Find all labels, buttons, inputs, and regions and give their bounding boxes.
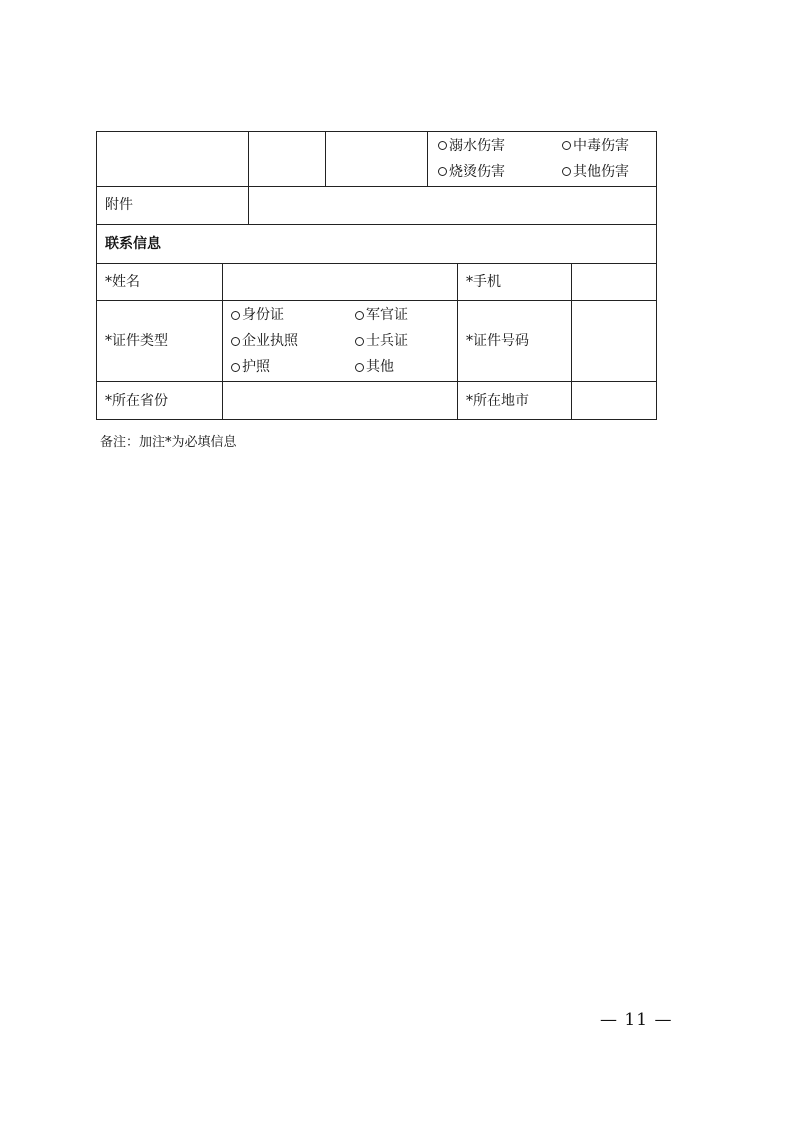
empty-cell xyxy=(97,132,249,186)
province-field[interactable] xyxy=(223,382,458,420)
page-number: — 11 — xyxy=(600,1010,673,1030)
city-label: *所在地市 xyxy=(458,382,572,420)
contact-section-title: 联系信息 xyxy=(97,224,657,263)
phone-label: *手机 xyxy=(458,264,572,301)
radio-circle-icon[interactable] xyxy=(231,311,240,320)
location-row xyxy=(97,382,657,420)
id-type-row xyxy=(97,301,657,382)
attachment-row xyxy=(97,186,657,224)
radio-option-other-id[interactable]: 其他 xyxy=(355,358,457,376)
empty-cell xyxy=(249,132,326,186)
id-number-field[interactable] xyxy=(572,301,657,382)
radio-option-passport[interactable]: 护照 xyxy=(231,358,355,376)
radio-circle-icon[interactable] xyxy=(562,141,571,150)
injury-radio-group xyxy=(438,137,656,181)
province-label: *所在省份 xyxy=(97,382,223,420)
attachment-label: 附件 xyxy=(97,186,249,224)
injury-options-cell xyxy=(428,132,657,186)
name-field[interactable] xyxy=(223,264,458,301)
radio-circle-icon[interactable] xyxy=(562,167,571,176)
id-type-label: *证件类型 xyxy=(97,301,223,382)
id-number-label: *证件号码 xyxy=(458,301,572,382)
radio-option-soldier-card[interactable]: 士兵证 xyxy=(355,332,457,350)
contact-table xyxy=(96,263,657,420)
form-note: 备注：加注*为必填信息 xyxy=(100,435,237,450)
id-type-radio-group xyxy=(231,306,457,376)
radio-circle-icon[interactable] xyxy=(231,363,240,372)
radio-circle-icon[interactable] xyxy=(355,337,364,346)
radio-circle-icon[interactable] xyxy=(231,337,240,346)
radio-option-id-card[interactable]: 身份证 xyxy=(231,306,355,324)
form-container xyxy=(96,131,656,420)
radio-option-officer-card[interactable]: 军官证 xyxy=(355,306,457,324)
radio-option-poisoning[interactable]: 中毒伤害 xyxy=(562,137,656,155)
radio-option-burn[interactable]: 烧烫伤害 xyxy=(438,163,562,181)
phone-field[interactable] xyxy=(572,264,657,301)
radio-circle-icon[interactable] xyxy=(355,363,364,372)
radio-circle-icon[interactable] xyxy=(438,141,447,150)
radio-circle-icon[interactable] xyxy=(355,311,364,320)
city-field[interactable] xyxy=(572,382,657,420)
empty-cell xyxy=(326,132,428,186)
name-row xyxy=(97,264,657,301)
injury-row xyxy=(97,132,657,186)
attachment-field[interactable] xyxy=(249,186,657,224)
id-type-options-cell xyxy=(223,301,458,382)
radio-option-other-injury[interactable]: 其他伤害 xyxy=(562,163,656,181)
attachment-table xyxy=(96,186,657,264)
name-label: *姓名 xyxy=(97,264,223,301)
injury-table xyxy=(96,131,657,186)
radio-circle-icon[interactable] xyxy=(438,167,447,176)
radio-option-business-license[interactable]: 企业执照 xyxy=(231,332,355,350)
radio-option-drowning[interactable]: 溺水伤害 xyxy=(438,137,562,155)
contact-section-row xyxy=(97,224,657,263)
